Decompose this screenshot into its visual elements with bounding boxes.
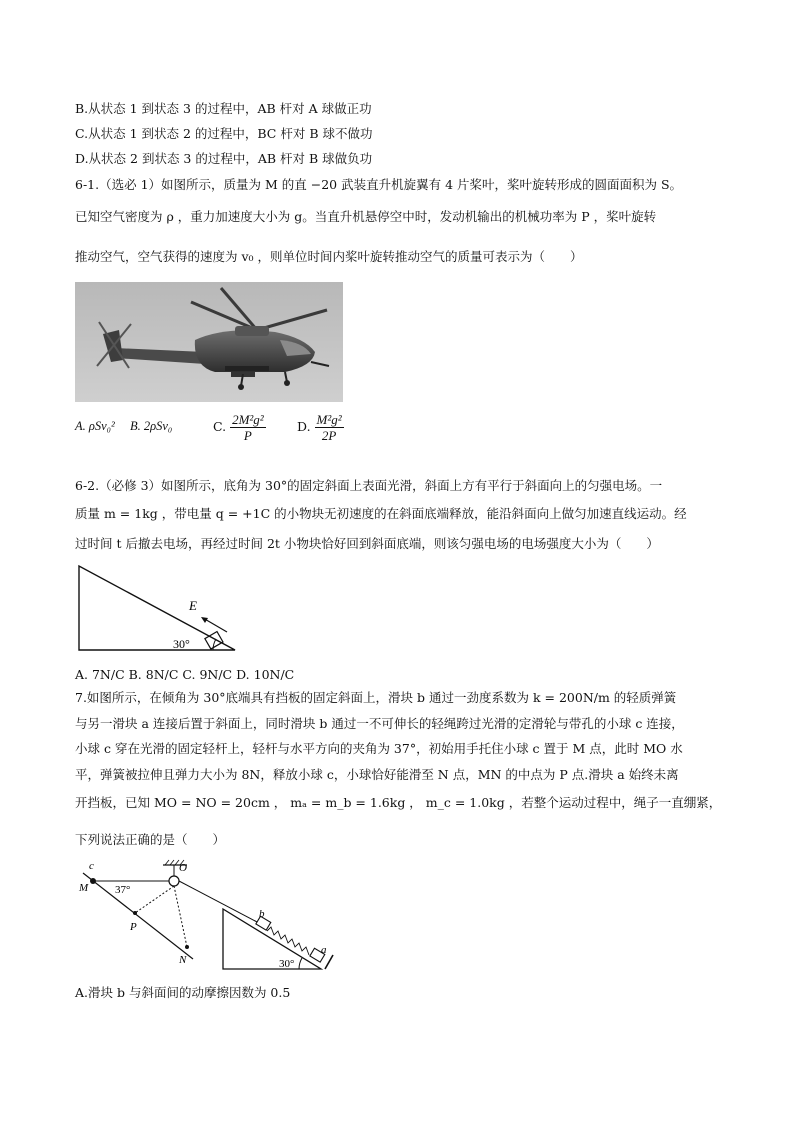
q61-option-d: D. $\frac{\text{M²g²}}{2P}$ (297, 412, 342, 443)
q61-line2: 已知空气密度为 ρ ，重力加速度大小为 g。当直升机悬停空中时，发动机输出的机械功率为 P ，桨叶旋转 (75, 209, 657, 224)
q62-options: A. 7N/C B. 8N/C C. 9N/C D. 10N/C (75, 667, 295, 682)
q7-line6: 下列说法正确的是（ ） (75, 832, 226, 847)
field-label-e: E (189, 598, 197, 613)
q7-line1: 7.如图所示，在倾角为 30°底端具有挡板的固定斜面上，滑块 b 通过一劲度系数为 k = 200N/m 的轻质弹簧 (75, 690, 677, 705)
label-p: P (130, 921, 137, 933)
option-d-prev: D.从状态 2 到状态 3 的过程中，AB 杆对 B 球做负功 (75, 151, 373, 166)
point-n (185, 945, 189, 949)
label-n: N (179, 954, 187, 966)
angle-label: 30° (173, 637, 190, 651)
q62-line3: 过时间 t 后撤去电场，再经过时间 2t 小物块恰好回到斜面底端，则该匀强电场的电场强度大小为（ ） (75, 536, 659, 551)
label-30: 30° (279, 958, 295, 970)
spring (267, 927, 309, 955)
q61-option-c: C. $\frac{\text{2M²g²}}{P}$ (213, 412, 264, 443)
q62-line1: 6-2.（必修 3）如图所示，底角为 30°的固定斜面上表面光滑，斜面上方有平行于斜面向上的匀强电场。一 (75, 478, 663, 493)
q7-line3: 小球 c 穿在光滑的固定轻杆上，轻杆与水平方向的夹角为 37°，初始用手托住小球 c 置于 M 点，此时 MO 水 (75, 741, 683, 756)
angle-arc (213, 639, 216, 650)
incline (223, 909, 321, 969)
q61-line3: 推动空气，空气获得的速度为 v₀ ，则单位时间内桨叶旋转推动空气的质量可表示为（ ） (75, 249, 583, 264)
label-c: c (89, 860, 94, 872)
label-37: 37° (115, 884, 131, 896)
rope (179, 881, 259, 923)
incline-field-figure (75, 562, 245, 656)
q61-option-a: A. ρSv₀² (75, 419, 115, 433)
point-p (133, 911, 137, 915)
option-c-prev: C.从状态 1 到状态 2 的过程中，BC 杆对 B 球不做功 (75, 126, 373, 141)
q61-option-b: B. 2ρSv₀ (130, 419, 173, 433)
label-o: O (179, 862, 187, 874)
incline-triangle (79, 566, 235, 650)
label-b: b (259, 908, 265, 920)
option-b-prev: B.从状态 1 到状态 3 的过程中，AB 杆对 A 球做正功 (75, 101, 372, 116)
q7-option-a: A.滑块 b 与斜面间的动摩擦因数为 0.5 (75, 985, 291, 1000)
stop-plate (325, 955, 333, 969)
block (205, 632, 223, 649)
q7-line4: 平，弹簧被拉伸且弹力大小为 8N，释放小球 c，小球恰好能滑至 N 点，MN 的中点为 P 点.滑块 a 始终未离 (75, 767, 679, 782)
label-a: a (321, 944, 327, 956)
q61-line1: 6-1.（选必 1）如图所示，质量为 M 的直 −20 武装直升机旋翼有 4 片桨叶，桨叶旋转形成的圆面面积为 S。 (75, 177, 683, 192)
pulley (169, 876, 179, 886)
q62-line2: 质量 m = 1kg ，带电量 q = +1C 的小物块无初速度的在斜面底端释放，能沿斜面向上做匀加速直线运动。经 (75, 506, 687, 521)
label-m: M (79, 882, 89, 894)
q7-line2: 与另一滑块 a 连接后置于斜面上，同时滑块 b 通过一不可伸长的轻绳跨过光滑的定滑轮与带孔的小球 c 连接， (75, 716, 684, 731)
pulley-incline-figure (75, 857, 340, 977)
q7-line5: 开挡板，已知 MO = NO = 20cm ， mₐ = m_b = 1.6kg ， m_c = 1.0kg ，若整个运动过程中，绳子一直绷紧， (75, 795, 722, 810)
helicopter-photo (75, 282, 343, 402)
